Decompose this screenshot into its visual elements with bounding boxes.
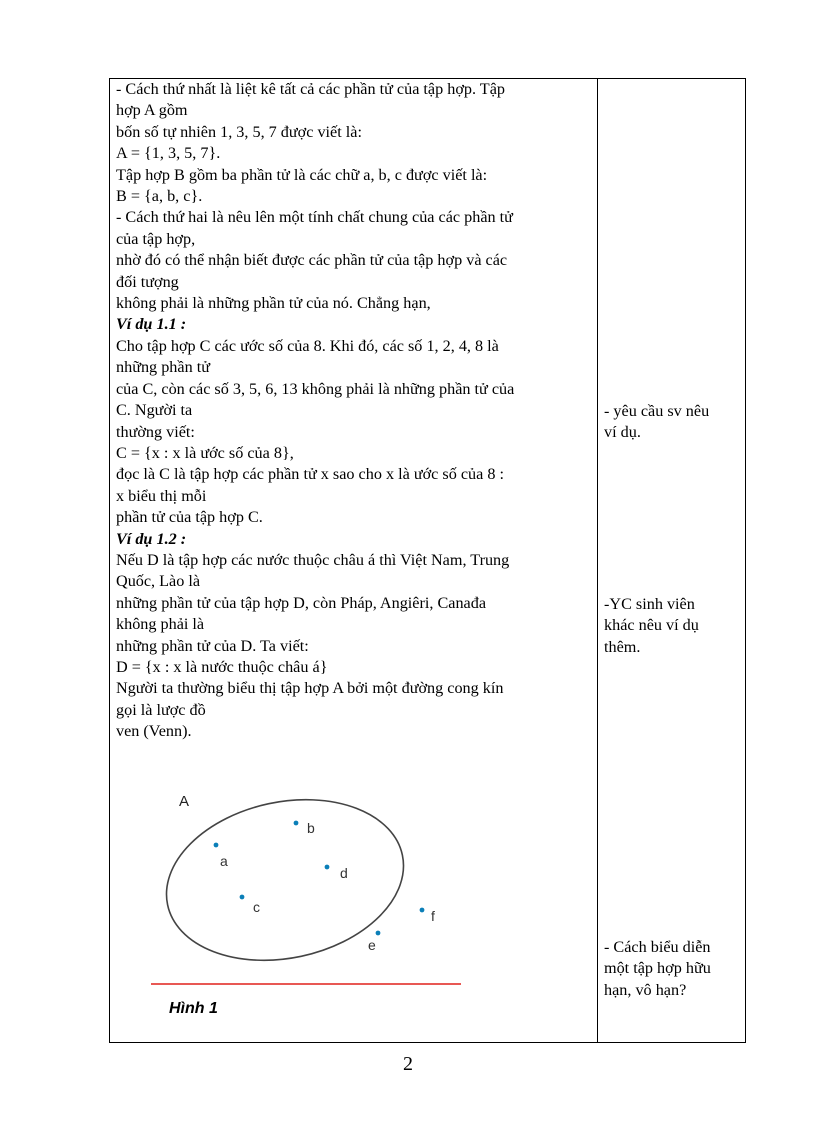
element-b-label: b [307, 820, 315, 836]
text-line: thường viết: [116, 422, 195, 441]
side-note-line: -YC sinh viên [604, 595, 695, 613]
text-line: đọc là C là tập hợp các phần tử x sao cho x là ước số của 8 : [116, 465, 504, 484]
page-number: 2 [403, 1053, 413, 1075]
text-line: những phần tử [116, 358, 210, 377]
element-d-point [325, 865, 330, 870]
text-line: Quốc, Lào là [116, 572, 201, 591]
text-line: A = {1, 3, 5, 7}. [116, 144, 221, 163]
element-e-label: e [368, 937, 376, 953]
element-a-label: a [220, 853, 228, 869]
text-line: - Cách thứ nhất là liệt kê tất cả các phần tử của tập hợp. Tập [116, 80, 505, 98]
element-e-point [376, 931, 381, 936]
text-line: không phải là những phần tử của nó. Chẳng hạn, [116, 294, 431, 313]
set-a-label: A [179, 793, 190, 810]
text-line: hợp A gồm [116, 101, 188, 120]
text-line: C. Người ta [116, 401, 193, 420]
text-line: - Cách thứ hai là nêu lên một tính chất chung của các phần tử [116, 208, 513, 227]
text-line: B = {a, b, c}. [116, 187, 203, 206]
text-line: đối tượng [116, 272, 179, 291]
example-1-title: Ví dụ 1.1 : [116, 315, 187, 334]
text-line: gọi là lược đồ [116, 700, 206, 719]
side-note-line: ví dụ. [604, 423, 641, 442]
text-line: không phải là [116, 615, 205, 634]
side-note-line: hạn, vô hạn? [604, 980, 687, 999]
example-2-title: Ví dụ 1.2 : [116, 529, 187, 548]
text-line: những phần tử của tập hợp D, còn Pháp, Angiêri, Canađa [116, 593, 487, 612]
text-line: nhờ đó có thể nhận biết được các phần tử của tập hợp và các [116, 251, 508, 270]
text-line: Tập hợp B gồm ba phần tử là các chữ a, b, c được viết là: [116, 165, 488, 184]
element-f-label: f [431, 908, 435, 924]
side-note-line: khác nêu ví dụ [604, 616, 699, 635]
side-note-line: - Cách biểu diễn [604, 938, 711, 956]
text-line: C = {x : x là ước số của 8}, [116, 443, 294, 462]
text-line: phần tử của tập hợp C. [116, 508, 263, 527]
side-note-line: một tập hợp hữu [604, 959, 711, 978]
text-line: Cho tập hợp C các ước số của 8. Khi đó, các số 1, 2, 4, 8 là [116, 336, 499, 355]
text-line: Người ta thường biểu thị tập hợp A bởi một đường cong kín [116, 679, 504, 698]
figure-caption: Hình 1 [169, 1000, 218, 1017]
element-d-label: d [340, 865, 348, 881]
text-line: của C, còn các số 3, 5, 6, 13 không phải là những phần tử của [116, 379, 515, 398]
text-line: x biểu thị mỗi [116, 486, 207, 505]
element-a-point [214, 843, 219, 848]
text-line: bốn số tự nhiên 1, 3, 5, 7 được viết là: [116, 122, 362, 141]
side-note-line: - yêu cầu sv nêu [604, 402, 710, 420]
element-c-label: c [253, 899, 260, 915]
element-f-point [420, 908, 425, 913]
text-line: những phần tử của D. Ta viết: [116, 636, 309, 655]
side-note-line: thêm. [604, 637, 641, 656]
text-line: D = {x : x là nước thuộc châu á} [116, 657, 328, 676]
element-c-point [240, 895, 245, 900]
text-line: ven (Venn). [116, 722, 192, 741]
set-a-ellipse [151, 779, 418, 981]
text-line: Nếu D là tập hợp các nước thuộc châu á thì Việt Nam, Trung [116, 550, 510, 569]
text-line: của tập hợp, [116, 229, 196, 248]
element-b-point [294, 821, 299, 826]
